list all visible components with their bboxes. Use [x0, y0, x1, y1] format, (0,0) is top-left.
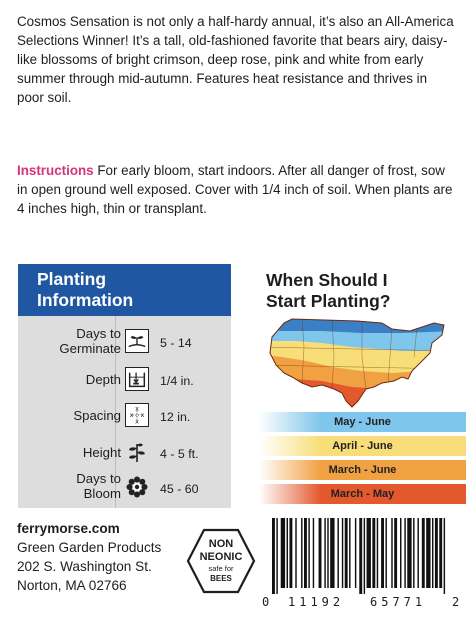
- badge-line4: BEES: [210, 574, 232, 583]
- barcode-left-digits: 11192: [288, 595, 345, 609]
- barcode-bar: [426, 518, 430, 588]
- zone-band-april-june: April - June: [259, 436, 466, 456]
- row-label: [26, 408, 121, 423]
- row-value: 1/4 in.: [160, 374, 194, 388]
- barcode-bar: [359, 518, 362, 594]
- city-state-zip: Norton, MA 02766: [17, 578, 127, 593]
- barcode-bar: [349, 518, 350, 588]
- barcode-bar: [444, 518, 445, 594]
- barcode-bar: [319, 518, 322, 588]
- row-label-line2: Bloom: [83, 486, 121, 501]
- barcode-bar: [281, 518, 285, 588]
- barcode-bar: [330, 518, 334, 588]
- row-label: [26, 372, 121, 387]
- zone-band-march-may: March - May: [259, 484, 466, 504]
- usa-planting-zone-map: [262, 317, 452, 412]
- row-label-line1: Depth: [85, 372, 121, 387]
- barcode-bar: [377, 518, 378, 588]
- barcode-bar: [337, 518, 338, 588]
- barcode-bar: [439, 518, 442, 588]
- badge-line3: safe for: [208, 564, 234, 573]
- row-label-line1: Spacing: [73, 408, 121, 423]
- when-heading-line1: When Should I: [266, 270, 388, 290]
- barcode-bar: [381, 518, 384, 588]
- barcode-bar: [422, 518, 425, 588]
- barcode-bar: [364, 518, 365, 594]
- barcode-bar: [413, 518, 414, 588]
- company-name: Green Garden Products: [17, 540, 162, 555]
- upc-barcode: [272, 518, 448, 594]
- barcode-right-digits: 65771: [370, 595, 427, 609]
- barcode-bar: [304, 518, 307, 588]
- barcode-bar: [345, 518, 348, 588]
- row-value: 5 - 14: [160, 336, 192, 350]
- badge-line2: NEONIC: [199, 551, 243, 563]
- svg-text:x: x: [140, 410, 145, 419]
- barcode-bar: [308, 518, 309, 588]
- product-description: Cosmos Sensation is not only a half-hardy annual, it’s also an All-America Selections Winner! It’s a tall, old-fashioned favorite that bears airy, daisy-like blossoms of bright crimson, deep rose, pink and white from early summer through mid-autumn. Features heat resistance and thrives in poor soil.: [17, 14, 454, 105]
- barcode-bar: [404, 518, 405, 588]
- barcode-bar: [391, 518, 392, 588]
- when-to-plant-heading: [266, 270, 390, 312]
- barcode-bar: [400, 518, 401, 588]
- svg-text:x: x: [135, 404, 139, 413]
- barcode-bar: [407, 518, 411, 588]
- row-label-line1: Days to: [76, 326, 121, 341]
- barcode-bar: [272, 518, 275, 594]
- spacing-icon: [125, 403, 149, 427]
- barcode-bar: [372, 518, 375, 588]
- row-label-line1: Days to: [76, 471, 121, 486]
- barcode-bar: [435, 518, 438, 588]
- depth-icon: [125, 367, 149, 391]
- row-label: [26, 326, 121, 356]
- germinate-icon: [125, 329, 149, 353]
- barcode-bar: [313, 518, 314, 588]
- planting-information-table: [18, 316, 231, 508]
- barcode-last-digit: 2: [452, 595, 460, 609]
- website-link[interactable]: ferrymorse.com: [17, 521, 120, 536]
- zone-band-may-june: May - June: [259, 412, 466, 432]
- svg-text:x: x: [129, 410, 134, 419]
- row-value: 12 in.: [160, 410, 191, 424]
- planting-title-line2: Information: [37, 290, 134, 310]
- row-label-line2: Germinate: [59, 341, 121, 356]
- company-address: [17, 519, 161, 595]
- street-address: 202 S. Washington St.: [17, 559, 152, 574]
- table-row-bloom: [18, 468, 231, 506]
- barcode-bar: [324, 518, 325, 588]
- planting-title-line1: Planting: [37, 269, 107, 289]
- instructions-paragraph: [17, 161, 457, 218]
- non-neonic-badge: [186, 528, 256, 594]
- row-label: [26, 445, 121, 460]
- height-icon: [125, 440, 149, 464]
- table-row-spacing: [18, 396, 231, 434]
- row-value: 45 - 60: [160, 482, 199, 496]
- svg-text:x: x: [135, 417, 139, 426]
- table-row-height: [18, 433, 231, 471]
- barcode-bar: [301, 518, 302, 588]
- when-heading-line2: Start Planting?: [266, 291, 391, 311]
- planting-information-header: [18, 264, 231, 316]
- table-row-germinate: [18, 322, 231, 360]
- barcode-bar: [276, 518, 277, 594]
- bloom-icon: [125, 475, 149, 499]
- barcode-bar: [289, 518, 292, 588]
- instructions-text: For early bloom, start indoors. After all danger of frost, sow in open ground well exposed. Cover with 1/4 inch of soil. When plants are 4 inches high, thin or transplant.: [17, 163, 453, 216]
- barcode-bar: [385, 518, 386, 588]
- barcode-bar: [355, 518, 356, 588]
- barcode-bar: [327, 518, 328, 588]
- row-value: 4 - 5 ft.: [160, 447, 199, 461]
- badge-line1: NON: [208, 538, 234, 550]
- barcode-bar: [394, 518, 397, 588]
- barcode-first-digit: 0: [262, 595, 270, 609]
- barcode-bar: [287, 518, 288, 588]
- barcode-bar: [342, 518, 343, 588]
- row-label-line1: Height: [82, 445, 121, 460]
- instructions-keyword: Instructions: [17, 163, 94, 178]
- barcode-bar: [417, 518, 418, 588]
- barcode-bar: [367, 518, 371, 588]
- barcode-bar: [432, 518, 433, 588]
- row-label: [26, 471, 121, 501]
- zone-band-march-june: March - June: [259, 460, 466, 480]
- table-row-depth: [18, 360, 231, 398]
- barcode-bar: [295, 518, 296, 588]
